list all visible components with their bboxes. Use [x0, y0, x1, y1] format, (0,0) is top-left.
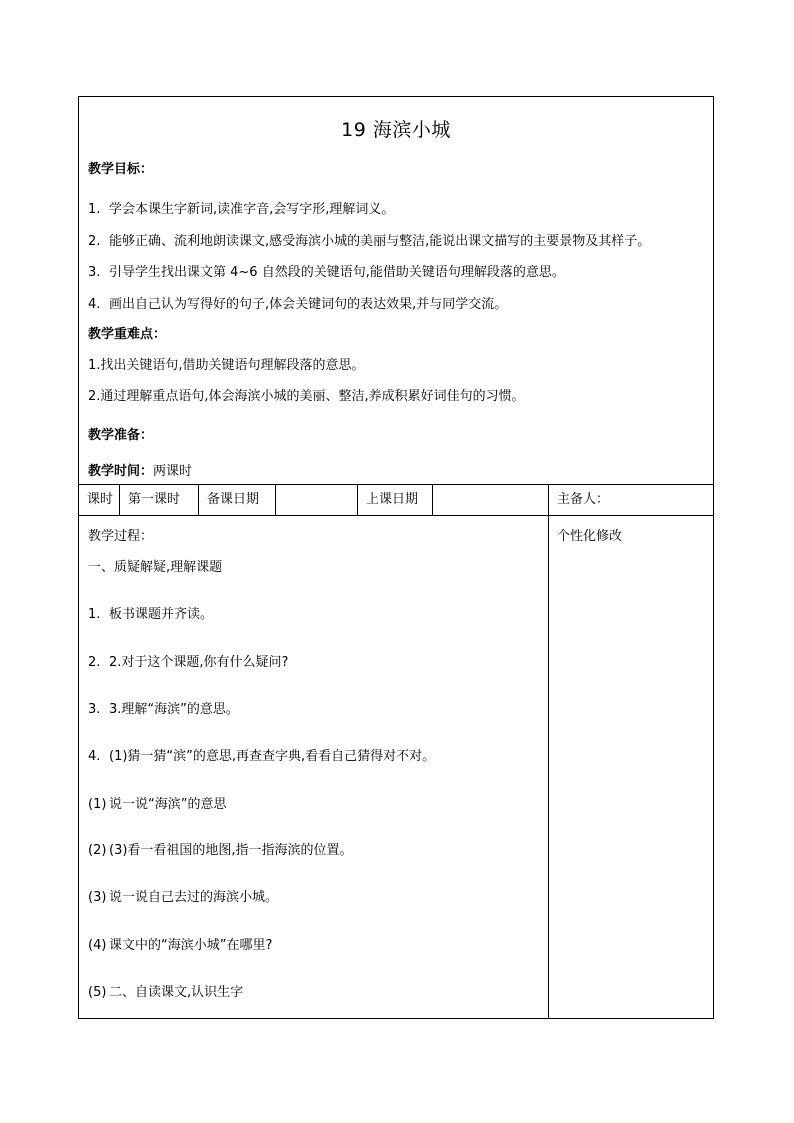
prep-date-value: [276, 485, 358, 515]
lesson-info-row: [79, 484, 713, 516]
class-date-label: 上课日期: [358, 485, 433, 515]
teaching-time: [88, 460, 192, 479]
class-date-value: [433, 485, 549, 515]
key-points-heading: 教学重难点：: [88, 327, 167, 342]
column-divider: [548, 515, 549, 1019]
process-line: [88, 934, 272, 953]
goal-number: 2.: [88, 234, 101, 249]
process-line-text: 课文中的“海滨小城”在哪里?: [109, 938, 273, 953]
key-point-item: 2.通过理解重点语句,体会海滨小城的美丽、整洁,养成积累好词佳句的习惯。: [88, 389, 525, 404]
goal-number: 3.: [88, 265, 101, 280]
plan-header-section: [79, 97, 713, 484]
goal-item: [88, 261, 565, 280]
process-line: [88, 698, 239, 717]
process-line-text: (1)猜一猜“滨”的意思,再查查字典,看看自己猜得对不对。: [109, 749, 436, 764]
goal-text: 画出自己认为写得好的句子,体会关键词句的表达效果,并与同学交流。: [109, 297, 508, 312]
process-line: [88, 793, 226, 812]
process-line-number: 2.: [88, 655, 101, 670]
key-point-item: 1.找出关键语句,借助关键语句理解段落的意思。: [88, 358, 365, 373]
goal-number: 4.: [88, 297, 101, 312]
process-line-text: 2.对于这个课题,你有什么疑问?: [109, 655, 289, 670]
process-line-number: (1): [88, 797, 107, 812]
preparation-heading: 教学准备：: [88, 428, 154, 443]
lesson-label: 课时: [79, 485, 120, 515]
goal-item: [88, 293, 507, 312]
lesson-value: 第一课时: [120, 485, 199, 515]
time-value: 两课时: [153, 464, 193, 479]
process-line: [88, 981, 243, 1000]
goal-item: [88, 198, 394, 217]
time-heading: 教学时间：: [88, 464, 154, 479]
process-section-title: 一、质疑解疑,理解课题: [88, 560, 223, 575]
process-line-number: (2): [88, 843, 107, 858]
process-line-number: 1.: [88, 607, 101, 622]
process-line-number: 4.: [88, 749, 101, 764]
goals-heading: 教学目标：: [88, 162, 154, 177]
preparer-label: 主备人：: [557, 492, 610, 507]
goal-item: [88, 230, 650, 249]
process-line-text: (3)看一看祖国的地图,指一指海滨的位置。: [109, 843, 353, 858]
process-line-text: 3.理解“海滨”的意思。: [109, 702, 239, 717]
process-line: [88, 886, 278, 905]
process-line-text: 说一说自己去过的海滨小城。: [109, 890, 279, 905]
process-line-text: 说一说“海滨”的意思: [109, 797, 227, 812]
process-line-number: (3): [88, 890, 107, 905]
goal-text: 能够正确、流利地朗读课文,感受海滨小城的美丽与整洁,能说出课文描写的主要景物及其样子。: [109, 234, 651, 249]
process-line-number: 3.: [88, 702, 101, 717]
lesson-plan-table: [78, 96, 714, 1019]
personalized-notes-label: 个性化修改: [557, 529, 623, 544]
process-line: [88, 839, 353, 858]
process-heading: 教学过程：: [88, 529, 154, 544]
process-line-number: (5): [88, 985, 107, 1000]
process-line: [88, 603, 213, 622]
goal-text: 学会本课生字新词,读准字音,会写字形,理解词义。: [109, 202, 395, 217]
goal-text: 引导学生找出课文第 4~6 自然段的关键语句,能借助关键语句理解段落的意思。: [109, 265, 565, 280]
page-title: 19 海滨小城: [341, 119, 451, 141]
process-line: [88, 745, 435, 764]
process-line-text: 二、自读课文,认识生字: [109, 985, 244, 1000]
process-line: [88, 651, 288, 670]
process-line-number: (4): [88, 938, 107, 953]
prep-date-label: 备课日期: [199, 485, 276, 515]
process-line-text: 板书课题并齐读。: [109, 607, 214, 622]
goal-number: 1.: [88, 202, 101, 217]
